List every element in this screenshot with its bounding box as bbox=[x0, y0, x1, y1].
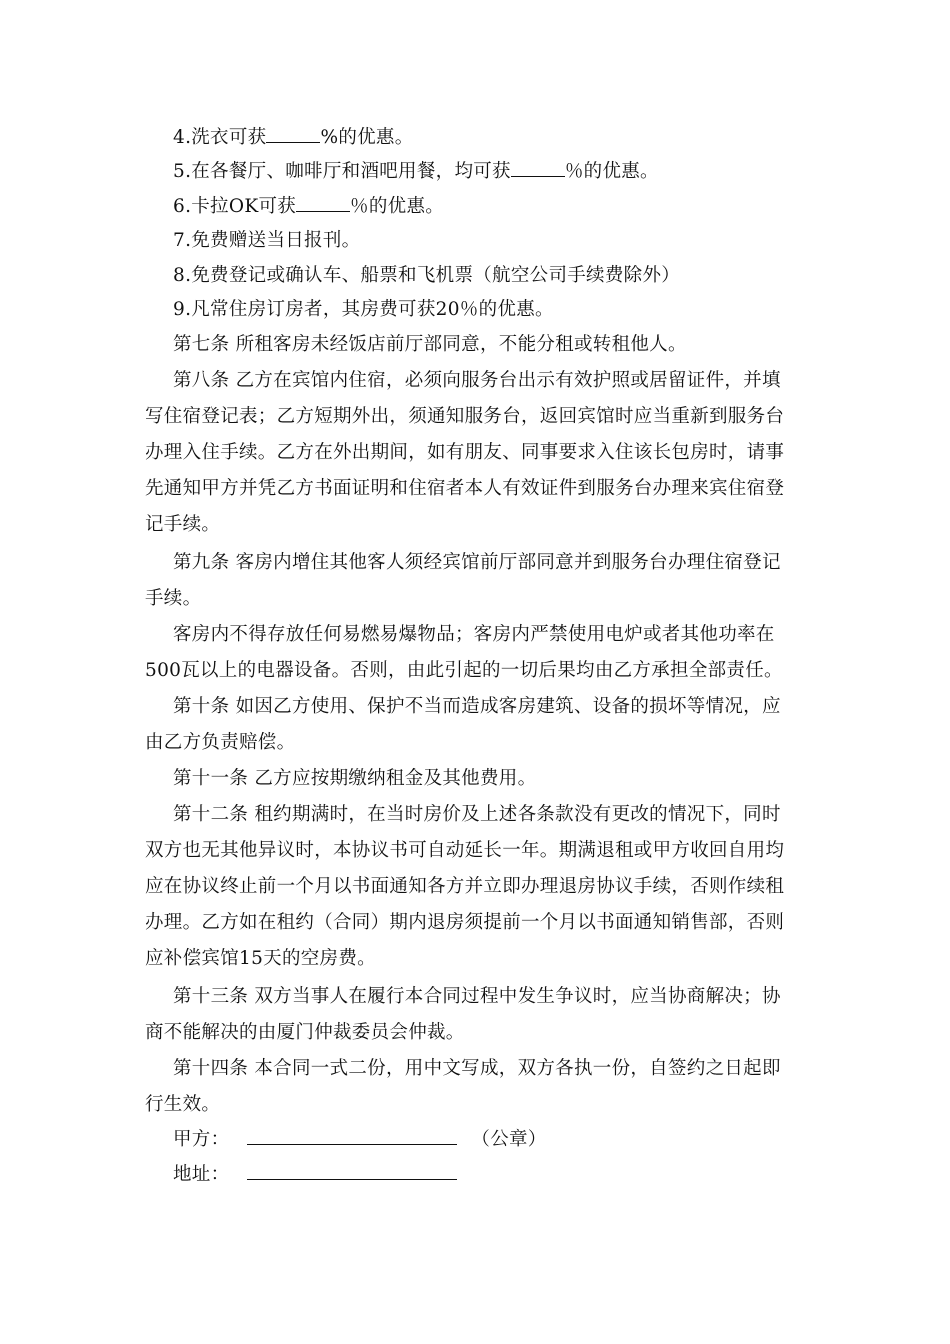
article-12-line: 第十二条 租约期满时，在当时房价及上述各条款没有更改的情况下，同时 bbox=[173, 804, 781, 825]
hazard-paragraph-line: 客房内不得存放任何易燃易爆物品；客房内严禁使用电炉或者其他功率在 bbox=[173, 624, 775, 645]
address-row bbox=[173, 1163, 833, 1187]
party-a-signature-line[interactable] bbox=[247, 1128, 457, 1145]
blank-line bbox=[511, 160, 565, 177]
item-ticket-booking: 8.免费登记或确认车、船票和飞机票（航空公司手续费除外） bbox=[173, 265, 681, 286]
article-11: 第十一条 乙方应按期缴纳租金及其他费用。 bbox=[173, 768, 537, 789]
hazard-paragraph-line: 500瓦以上的电器设备。否则，由此引起的一切后果均由乙方承担全部责任。 bbox=[145, 660, 783, 681]
blank-line bbox=[296, 195, 350, 212]
article-14-line: 第十四条 本合同一式二份，用中文写成，双方各执一份，自签约之日起即 bbox=[173, 1058, 781, 1079]
article-10-line: 第十条 如因乙方使用、保护不当而造成客房建筑、设备的损坏等情况，应 bbox=[173, 696, 781, 717]
item-long-stay-discount: 9.凡常住房订房者，其房费可获20％的优惠。 bbox=[173, 299, 554, 320]
item-dining-discount: 5.在各餐厅、咖啡厅和酒吧用餐，均可获 ％的优惠。 bbox=[173, 161, 659, 182]
article-8-line: 先通知甲方并凭乙方书面证明和住宿者本人有效证件到服务台办理来宾住宿登 bbox=[145, 478, 785, 499]
address-label: 地址： bbox=[173, 1164, 230, 1185]
seal-label: （公章） bbox=[471, 1129, 547, 1150]
article-12-line: 应补偿宾馆15天的空房费。 bbox=[145, 948, 376, 969]
article-8-line: 第八条 乙方在宾馆内住宿，必须向服务台出示有效护照或居留证件，并填 bbox=[173, 370, 781, 391]
article-7: 第七条 所租客房未经饭店前厅部同意，不能分租或转租他人。 bbox=[173, 334, 687, 355]
article-8-line: 办理入住手续。乙方在外出期间，如有朋友、同事要求入住该长包房时，请事 bbox=[145, 442, 785, 463]
party-a-signature-row bbox=[173, 1128, 833, 1152]
article-9-line: 第九条 客房内增住其他客人须经宾馆前厅部同意并到服务台办理住宿登记 bbox=[173, 552, 781, 573]
article-8-line: 写住宿登记表；乙方短期外出，须通知服务台，返回宾馆时应当重新到服务台 bbox=[145, 406, 785, 427]
article-9-line: 手续。 bbox=[145, 588, 202, 609]
blank-line bbox=[266, 126, 320, 143]
article-12-line: 双方也无其他异议时，本协议书可自动延长一年。期满退租或甲方收回自用均 bbox=[145, 840, 785, 861]
item-newspaper: 7.免费赠送当日报刊。 bbox=[173, 230, 361, 251]
article-8-line: 记手续。 bbox=[145, 514, 221, 535]
address-line[interactable] bbox=[247, 1163, 457, 1180]
item-karaoke-discount: 6.卡拉OK可获 ％的优惠。 bbox=[173, 196, 445, 217]
article-12-line: 应在协议终止前一个月以书面通知各方并立即办理退房协议手续，否则作续租 bbox=[145, 876, 785, 897]
party-a-label: 甲方： bbox=[173, 1129, 230, 1150]
item-laundry-discount: 4.洗衣可获 %的优惠。 bbox=[173, 127, 414, 148]
article-13-line: 商不能解决的由厦门仲裁委员会仲裁。 bbox=[145, 1022, 465, 1043]
article-13-line: 第十三条 双方当事人在履行本合同过程中发生争议时，应当协商解决；协 bbox=[173, 986, 781, 1007]
article-14-line: 行生效。 bbox=[145, 1094, 221, 1115]
article-12-line: 办理。乙方如在租约（合同）期内退房须提前一个月以书面通知销售部，否则 bbox=[145, 912, 785, 933]
article-10-line: 由乙方负责赔偿。 bbox=[145, 732, 296, 753]
